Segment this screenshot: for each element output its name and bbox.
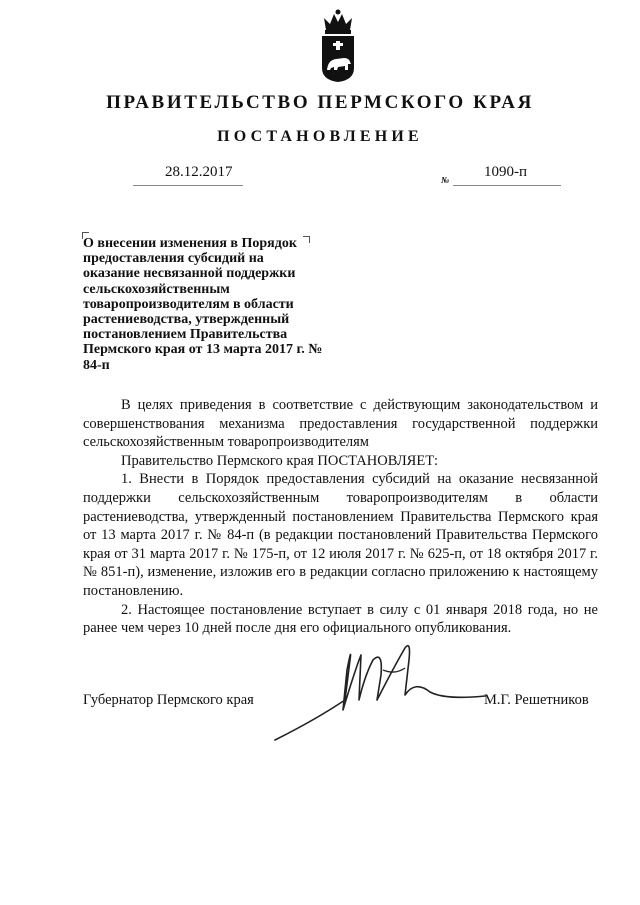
document-type: ПОСТАНОВЛЕНИЕ — [217, 128, 423, 145]
coat-of-arms-icon — [318, 8, 358, 84]
number-underline — [453, 185, 561, 186]
document-date: 28.12.2017 — [165, 164, 233, 180]
handwritten-signature — [255, 630, 495, 750]
document-subject: О внесении изменения в Порядок предоставления субсидий на оказание несвязанной поддержки сельскохозяйственным товаропроизводителям в области растениеводства, утвержденный постановлением Правительства Пермского края от 13 марта 2017 г. № 84-п — [83, 236, 323, 373]
item-1-paragraph: 1. Внести в Порядок предоставления субсидий на оказание несвязанной поддержки сельскохозяйственным товаропроизводителям в области растениеводства, утвержденный постановлением Правительства Пермского края от 13 марта 2017 г. № 84-п (в редакции постановлений Правительства Пермского края от 31 марта 2017 г. № 175-п, от 12 июля 2017 г. № 625-п, от 18 октября 2017 г. № 851-п), изменение, изложив его в редакции согласно приложению к настоящему постановлению. — [83, 471, 598, 599]
document-body — [83, 396, 598, 638]
signatory-position: Губернатор Пермского края — [83, 692, 254, 708]
number-prefix: № — [441, 175, 450, 185]
government-title: ПРАВИТЕЛЬСТВО ПЕРМСКОГО КРАЯ — [106, 92, 534, 113]
preamble-paragraph: В целях приведения в соответствие с действующим законодательством и совершенствования механизма предоставления государственной поддержки сельскохозяйственным товаропроизводителям — [83, 397, 598, 451]
date-underline — [133, 185, 243, 186]
decree-paragraph: Правительство Пермского края ПОСТАНОВЛЯЕТ: — [121, 452, 439, 469]
signatory-name: М.Г. Решетников — [484, 692, 589, 708]
item-2-paragraph: 2. Настоящее постановление вступает в силу с 01 января 2018 года, но не ранее чем через 10 дней после дня его официального опубликования. — [83, 601, 598, 637]
document-number: 1090-п — [484, 164, 528, 180]
